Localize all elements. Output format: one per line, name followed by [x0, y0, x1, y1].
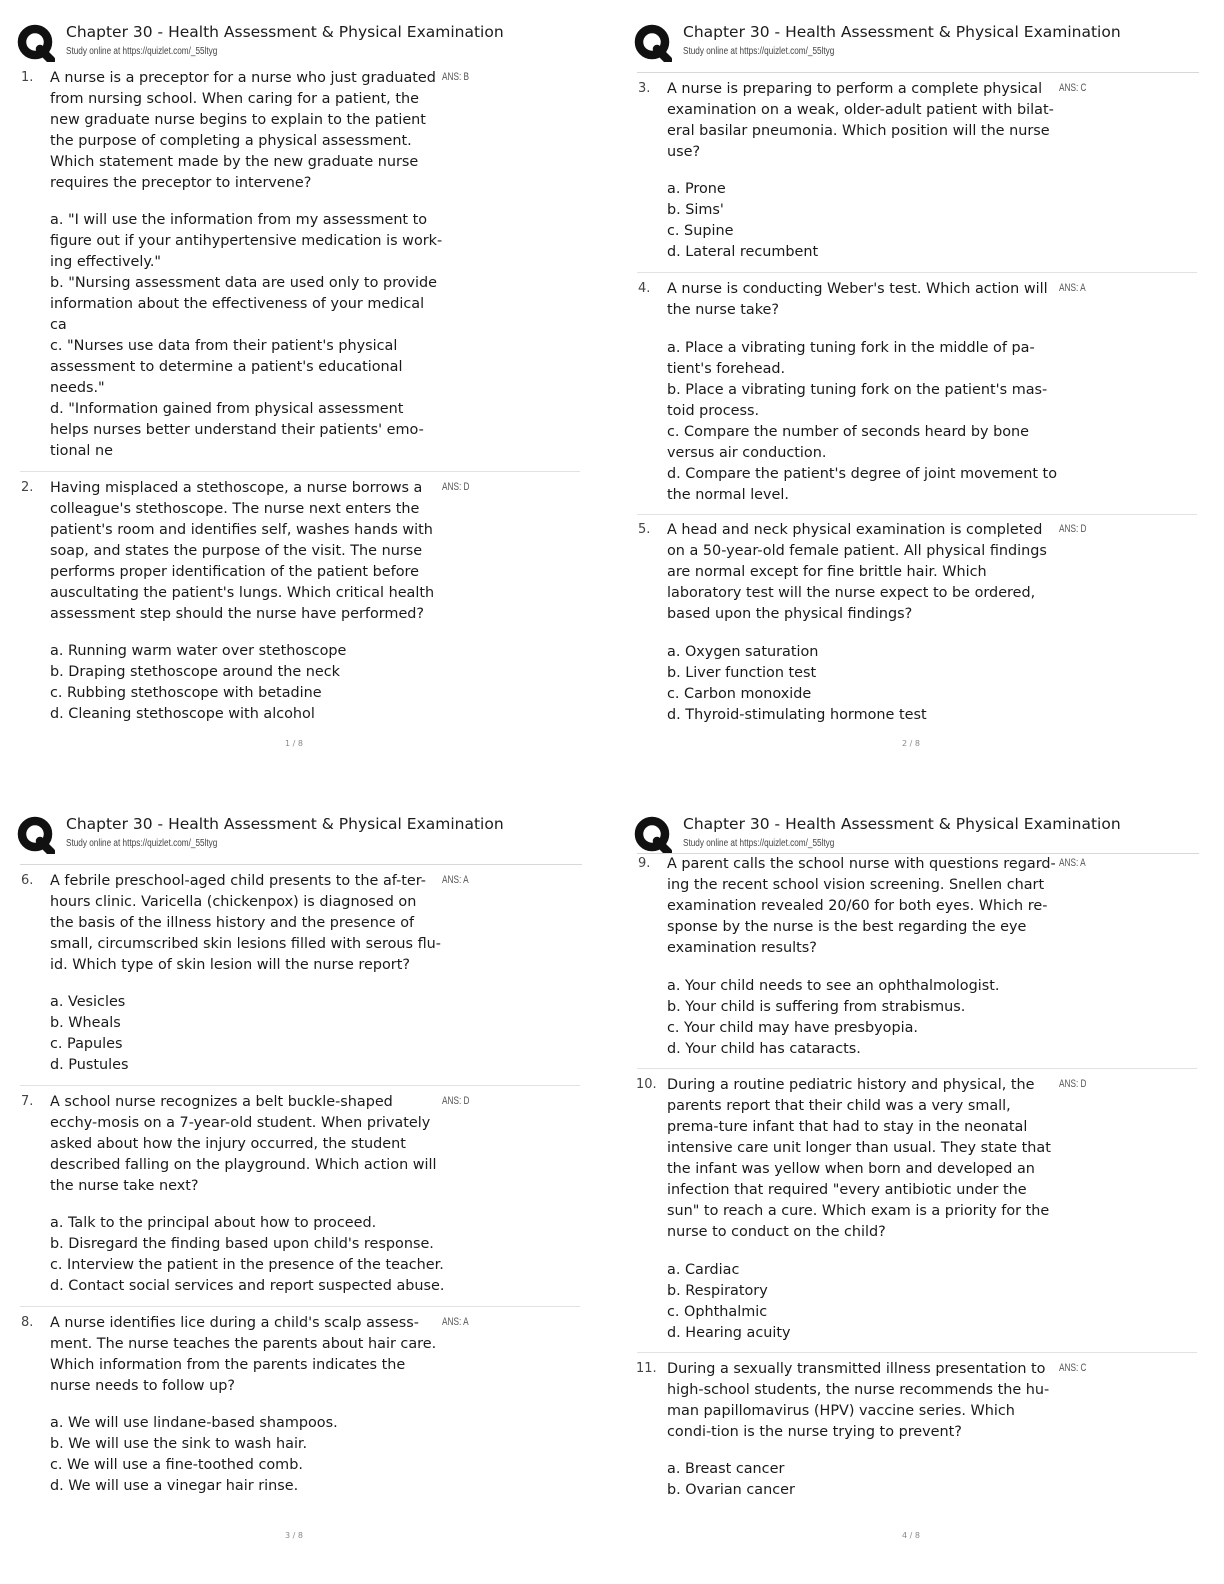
- option-b: b. Your child is suffering from strabismus.: [667, 999, 966, 1015]
- option-d: d. Contact social services and report suspected abuse.: [50, 1278, 445, 1294]
- option-d: d. "Information gained from physical assessment helps nurses better understand their patients' emo-tional ne: [50, 401, 424, 459]
- answer-label: ANS: C: [1059, 82, 1087, 94]
- quizlet-logo-icon: [17, 24, 55, 62]
- answer-options: [667, 1459, 1067, 1501]
- page-4: [617, 792, 1219, 1574]
- study-online-link[interactable]: Study online at https://quizlet.com/_55ltyg: [66, 838, 218, 849]
- answer-label: ANS: A: [1059, 857, 1086, 869]
- question-text: A nurse identifies lice during a child's scalp assess-ment. The nurse teaches the parents about hair care. Which information from the parents indicates the nurse needs to follow up?: [50, 1315, 437, 1394]
- option-a: a. Breast cancer: [667, 1461, 785, 1477]
- divider: [637, 272, 1197, 273]
- question-number: 9.: [638, 856, 651, 871]
- question-text: During a routine pediatric history and physical, the parents report that their child was a very small, prema-ture infant that had to stay in the neonatal intensive care unit longer than usual. They state that the infant was yellow when born and developed an infection that required "every antibiotic under the sun" to reach a cure. Which exam is a priority for the nurse to conduct on the child?: [667, 1077, 1051, 1240]
- question-number: 4.: [638, 281, 651, 296]
- question-number: 11.: [636, 1361, 657, 1376]
- page-number: 3 / 8: [285, 1531, 303, 1540]
- option-a: a. Your child needs to see an ophthalmologist.: [667, 978, 1000, 994]
- option-b: b. Liver function test: [667, 665, 817, 681]
- option-d: d. Hearing acuity: [667, 1325, 791, 1341]
- question-text: A febrile preschool-aged child presents to the af-ter-hours clinic. Varicella (chickenpox) is diagnosed on the basis of the illness history and the presence of small, circumscribed skin lesions filled with serous flu-id. Which type of skin lesion will the nurse report?: [50, 873, 441, 973]
- question-number: 1.: [21, 70, 34, 85]
- answer-label: ANS: A: [1059, 282, 1086, 294]
- answer-options: [667, 976, 1067, 1060]
- option-b: b. Draping stethoscope around the neck: [50, 664, 340, 680]
- answer-options: [667, 1260, 1067, 1344]
- question-number: 7.: [21, 1094, 34, 1109]
- question-number: 3.: [638, 81, 651, 96]
- option-d: d. Compare the patient's degree of joint movement to the normal level.: [667, 466, 1058, 503]
- answer-options: [667, 179, 1067, 263]
- option-a: a. Oxygen saturation: [667, 644, 819, 660]
- option-c: c. Interview the patient in the presence of the teacher.: [50, 1257, 444, 1273]
- page-title: Chapter 30 - Health Assessment & Physical Examination: [683, 23, 1121, 41]
- header-divider: [637, 72, 1199, 73]
- answer-options: [50, 992, 450, 1076]
- answer-options: [667, 338, 1059, 506]
- option-b: b. Sims': [667, 202, 724, 218]
- answer-label: ANS: D: [442, 481, 470, 493]
- answer-options: [50, 210, 445, 462]
- option-c: c. Carbon monoxide: [667, 686, 812, 702]
- divider: [637, 1068, 1197, 1069]
- page-number: 1 / 8: [285, 739, 303, 748]
- page-number: 2 / 8: [902, 739, 920, 748]
- quizlet-logo-icon: [634, 24, 672, 62]
- study-online-link[interactable]: Study online at https://quizlet.com/_55ltyg: [66, 46, 218, 57]
- answer-label: ANS: D: [1059, 523, 1087, 535]
- option-b: b. Disregard the finding based upon child's response.: [50, 1236, 434, 1252]
- answer-options: [50, 641, 450, 725]
- study-online-link[interactable]: Study online at https://quizlet.com/_55ltyg: [683, 838, 835, 849]
- question-text: Having misplaced a stethoscope, a nurse borrows a colleague's stethoscope. The nurse next enters the patient's room and identifies self, washes hands with soap, and states the purpose of the visit. The nurse performs proper identification of the patient before auscultating the patient's lungs. Which critical health assessment step should the nurse have performed?: [50, 480, 435, 622]
- option-b: b. "Nursing assessment data are used only to provide information about the effectiveness of your medical ca: [50, 275, 437, 333]
- page-title: Chapter 30 - Health Assessment & Physical Examination: [66, 23, 504, 41]
- answer-options: [50, 1413, 450, 1497]
- divider: [637, 514, 1197, 515]
- question-number: 2.: [21, 480, 34, 495]
- option-c: c. Rubbing stethoscope with betadine: [50, 685, 322, 701]
- page-2: [617, 0, 1219, 782]
- option-c: c. We will use a fine-toothed comb.: [50, 1457, 303, 1473]
- option-b: b. Place a vibrating tuning fork on the patient's mas-toid process.: [667, 382, 1048, 419]
- option-a: a. We will use lindane-based shampoos.: [50, 1415, 338, 1431]
- answer-label: ANS: A: [442, 1316, 469, 1328]
- question-text: A parent calls the school nurse with questions regard-ing the recent school vision screening. Snellen chart examination revealed 20/60 for both eyes. Which re-sponse by the nurse is the best regarding the eye examination results?: [667, 856, 1056, 956]
- page-header: [634, 22, 1204, 74]
- option-b: b. We will use the sink to wash hair.: [50, 1436, 308, 1452]
- divider: [20, 1085, 580, 1086]
- page-header: [17, 814, 587, 866]
- option-c: c. Your child may have presbyopia.: [667, 1020, 918, 1036]
- option-d: d. Your child has cataracts.: [667, 1041, 861, 1057]
- question-text: A school nurse recognizes a belt buckle-shaped ecchy-mosis on a 7-year-old student. When privately asked about how the injury occurred, the student described falling on the playground. Which action will the nurse take next?: [50, 1094, 437, 1194]
- divider: [637, 1352, 1197, 1353]
- option-c: c. Compare the number of seconds heard by bone versus air conduction.: [667, 424, 1029, 461]
- option-b: b. Respiratory: [667, 1283, 768, 1299]
- option-b: b. Ovarian cancer: [667, 1482, 795, 1498]
- option-a: a. Talk to the principal about how to proceed.: [50, 1215, 377, 1231]
- question-number: 5.: [638, 522, 651, 537]
- option-c: c. Papules: [50, 1036, 123, 1052]
- divider: [20, 1306, 580, 1307]
- option-a: a. "I will use the information from my assessment to figure out if your antihypertensive medication is work-ing effectively.": [50, 212, 443, 270]
- page-3: [0, 792, 602, 1574]
- answer-label: ANS: D: [442, 1095, 470, 1107]
- option-d: d. Thyroid-stimulating hormone test: [667, 707, 927, 723]
- study-online-link[interactable]: Study online at https://quizlet.com/_55ltyg: [683, 46, 835, 57]
- answer-label: ANS: C: [1059, 1362, 1087, 1374]
- quizlet-logo-icon: [634, 816, 672, 854]
- option-d: d. Pustules: [50, 1057, 129, 1073]
- option-a: a. Running warm water over stethoscope: [50, 643, 347, 659]
- question-text: A nurse is preparing to perform a complete physical examination on a weak, older-adult patient with bilat-eral basilar pneumonia. Which position will the nurse use?: [667, 81, 1054, 160]
- question-text: During a sexually transmitted illness presentation to high-school students, the nurse recommends the hu-man papillomavirus (HPV) vaccine series. Which condi-tion is the nurse trying to prevent?: [667, 1361, 1050, 1440]
- question-text: A nurse is conducting Weber's test. Which action will the nurse take?: [667, 281, 1048, 318]
- divider: [20, 471, 580, 472]
- answer-label: ANS: A: [442, 874, 469, 886]
- page-header: [17, 22, 587, 74]
- option-c: c. Ophthalmic: [667, 1304, 768, 1320]
- option-d: d. Cleaning stethoscope with alcohol: [50, 706, 315, 722]
- answer-label: ANS: D: [1059, 1078, 1087, 1090]
- option-a: a. Place a vibrating tuning fork in the middle of pa-tient's forehead.: [667, 340, 1035, 377]
- option-b: b. Wheals: [50, 1015, 121, 1031]
- question-number: 8.: [21, 1315, 34, 1330]
- answer-options: [667, 642, 1067, 726]
- answer-options: [50, 1213, 450, 1297]
- option-d: d. Lateral recumbent: [667, 244, 819, 260]
- question-number: 10.: [636, 1077, 657, 1092]
- page-title: Chapter 30 - Health Assessment & Physical Examination: [683, 815, 1121, 833]
- option-a: a. Cardiac: [667, 1262, 740, 1278]
- option-a: a. Prone: [667, 181, 726, 197]
- quizlet-logo-icon: [17, 816, 55, 854]
- header-divider: [20, 864, 582, 865]
- answer-label: ANS: B: [442, 71, 470, 83]
- page-number: 4 / 8: [902, 1531, 920, 1540]
- question-text: A head and neck physical examination is completed on a 50-year-old female patient. All physical findings are normal except for fine brittle hair. Which laboratory test will the nurse expect to be ordered, based upon the physical findings?: [667, 522, 1047, 622]
- page-1: [0, 0, 602, 782]
- question-number: 6.: [21, 873, 34, 888]
- option-d: d. We will use a vinegar hair rinse.: [50, 1478, 299, 1494]
- option-c: c. "Nurses use data from their patient's physical assessment to determine a patient's educational needs.": [50, 338, 403, 396]
- option-c: c. Supine: [667, 223, 734, 239]
- page-title: Chapter 30 - Health Assessment & Physical Examination: [66, 815, 504, 833]
- option-a: a. Vesicles: [50, 994, 126, 1010]
- question-text: A nurse is a preceptor for a nurse who just graduated from nursing school. When caring for a patient, the new graduate nurse begins to explain to the patient the purpose of completing a physical assessment. Which statement made by the new graduate nurse requires the preceptor to intervene?: [50, 70, 436, 191]
